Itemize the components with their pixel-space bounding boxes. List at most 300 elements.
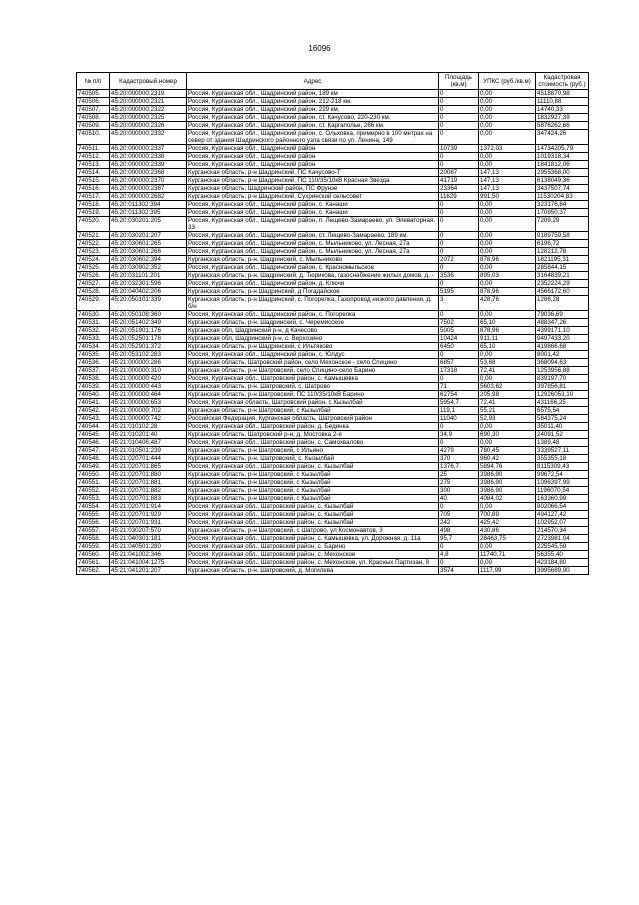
cell-cadastral-value: 3437507,74 <box>536 185 589 193</box>
cell-index: 740546. <box>77 439 110 447</box>
cell-cadastral-value: 6196,72 <box>536 240 589 248</box>
cell-cadastral-value: 9189759,58 <box>536 232 589 240</box>
cell-upks: 147,13 <box>479 177 536 185</box>
cell-index: 740544. <box>77 423 110 431</box>
cell-index: 740511. <box>77 145 110 153</box>
cell-address: Россия, Курганская область, Шатровский район, с Кызылбай <box>187 399 439 407</box>
table-row <box>77 407 589 415</box>
cell-cadastral-number: 45:21:000000:464 <box>110 391 187 399</box>
cell-index: 740537. <box>77 367 110 375</box>
cell-cadastral-number: 45:21:020701:444 <box>110 455 187 463</box>
table-row <box>77 463 589 471</box>
cell-cadastral-number: 45:20:052901:372 <box>110 343 187 351</box>
cell-address: Россия, Курганская обл., Шатровский район, с. Камышевка, ул. Дорожная, д. 11а <box>187 535 439 543</box>
cell-index: 740557. <box>77 527 110 535</box>
cell-address: Россия, Курганская обл., Шадринский район, ст. Лещево-Замараево, 189 км. <box>187 232 439 240</box>
cell-cadastral-value: 4399171,10 <box>536 327 589 335</box>
cell-address: Курганская область, р-н Шатровский, с Кызылбай <box>187 487 439 495</box>
cell-cadastral-number: 45:21:000000:443 <box>110 383 187 391</box>
cell-address: Россия, Курганская обл., Шатровский район, с. Камышевка <box>187 375 439 383</box>
cell-area: 0 <box>439 559 479 567</box>
cell-address: Курганская область, р-н. Шадринский, с. Черемисское <box>187 319 439 327</box>
cell-cadastral-value: 431166,25 <box>536 399 589 407</box>
cell-address: Курганская область, р-н Шатровский, с Кызылбай <box>187 407 439 415</box>
cell-cadastral-number: 45:20:031101:201 <box>110 272 187 280</box>
cell-area: 0 <box>439 311 479 319</box>
table-row <box>77 106 589 114</box>
cell-area: 5195 <box>439 288 479 296</box>
cell-upks: 0,00 <box>479 217 536 232</box>
cell-cadastral-number: 45:20:030201:207 <box>110 232 187 240</box>
cell-cadastral-value: 102952,07 <box>536 519 589 527</box>
cell-address: Курганская область, Шатровский район, село Мехонское - село Спицино <box>187 359 439 367</box>
cell-upks: 0,00 <box>479 161 536 169</box>
cell-upks: 0,00 <box>479 201 536 209</box>
cell-address: Курганская область, р-н Шадринский, д Погадайское <box>187 288 439 296</box>
cell-index: 740514. <box>77 169 110 177</box>
cell-upks: 0,00 <box>479 280 536 288</box>
cell-cadastral-value: 1096397,99 <box>536 479 589 487</box>
cell-area: 0 <box>439 280 479 288</box>
cell-address: Россия, Курганская обл., Шадринский район, 212-218 км. <box>187 98 439 106</box>
cell-upks: 65,10 <box>479 343 536 351</box>
table-row <box>77 479 589 487</box>
cell-area: 4279 <box>439 447 479 455</box>
cell-address: Россия, Курганская обл., Шадринский район, с. Канаши <box>187 209 439 217</box>
cell-cadastral-value: 5876262,66 <box>536 122 589 130</box>
cell-cadastral-value: 9497433,20 <box>536 335 589 343</box>
table-row <box>77 232 589 240</box>
cell-cadastral-value: 56355,40 <box>536 551 589 559</box>
table-row <box>77 367 589 375</box>
table-row <box>77 153 589 161</box>
cell-address: Курганская область, р-н Шадринский, ПС 110/35/10кВ Красная Звезда <box>187 177 439 185</box>
cell-cadastral-value: 488347,26 <box>536 319 589 327</box>
cell-cadastral-value: 1821195,31 <box>536 256 589 264</box>
cell-index: 740506. <box>77 98 110 106</box>
cell-index: 740513. <box>77 161 110 169</box>
header-area: Площадь (кв.м) <box>439 73 479 90</box>
cell-index: 740561. <box>77 559 110 567</box>
table-row <box>77 391 589 399</box>
cell-area: 370 <box>439 455 479 463</box>
cell-upks: 991,50 <box>479 193 536 201</box>
cell-cadastral-number: 45:20:030201:205 <box>110 217 187 232</box>
cell-address: Россия, Курганская обл., Шадринский район, с. Канаши <box>187 201 439 209</box>
header-upks: УПКС (руб./кв.м) <box>479 73 536 90</box>
cell-address: Россия, Курганская обл., Шатровский район, с. Кызылбай <box>187 511 439 519</box>
cell-cadastral-number: 45:21:020701:914 <box>110 503 187 511</box>
table-row <box>77 431 589 439</box>
cell-cadastral-number: 45:21:000000:742 <box>110 415 187 423</box>
cell-area: 0 <box>439 439 479 447</box>
cell-index: 740510. <box>77 130 110 145</box>
table-row <box>77 217 589 232</box>
cell-cadastral-number: 45:21:010406:487 <box>110 439 187 447</box>
cell-address: Курганская область, р-н. Шатровский, д. Могилева <box>187 567 439 575</box>
cell-cadastral-value: 12926053,10 <box>536 391 589 399</box>
cell-index: 740543. <box>77 415 110 423</box>
cell-upks: 0,00 <box>479 130 536 145</box>
cell-cadastral-value: 79036,69 <box>536 311 589 319</box>
cell-address: Россия, Курганская обл., Шадринский район <box>187 145 439 153</box>
cell-cadastral-value: 3164839,21 <box>536 272 589 280</box>
cell-cadastral-number: 45:20:000000:2337 <box>110 145 187 153</box>
cell-cadastral-number: 45:20:000000:2338 <box>110 153 187 161</box>
cell-cadastral-value: 802066,54 <box>536 503 589 511</box>
cell-index: 740559. <box>77 543 110 551</box>
cell-index: 740522. <box>77 240 110 248</box>
cell-cadastral-number: 45:20:030602:394 <box>110 256 187 264</box>
table-row <box>77 90 589 98</box>
cell-cadastral-number: 45:21:010201:40 <box>110 431 187 439</box>
cell-upks: 1372,03 <box>479 145 536 153</box>
cell-index: 740540. <box>77 391 110 399</box>
cell-index: 740518. <box>77 201 110 209</box>
table-row <box>77 535 589 543</box>
cell-upks: 878,96 <box>479 256 536 264</box>
table-row <box>77 201 589 209</box>
cell-cadastral-number: 45:20:000000:2321 <box>110 98 187 106</box>
cell-index: 740552. <box>77 487 110 495</box>
table-row <box>77 503 589 511</box>
cell-index: 740542. <box>77 407 110 415</box>
cell-area: 3574 <box>439 567 479 575</box>
cell-area: 119,1 <box>439 407 479 415</box>
cell-cadastral-value: 2352224,29 <box>536 280 589 288</box>
table-row <box>77 551 589 559</box>
cell-upks: 878,96 <box>479 327 536 335</box>
cell-cadastral-value: 423184,80 <box>536 559 589 567</box>
cell-upks: 72,41 <box>479 367 536 375</box>
cell-address: Россия, Курганская обл., Шатровский район, д. Бединка <box>187 423 439 431</box>
cell-address: Россия, Курганская обл., Шатровский район, с. Мехонское <box>187 551 439 559</box>
cell-address: Курганская область, р-н Шадринский, Сухринский сельсовет <box>187 193 439 201</box>
cell-cadastral-number: 45:20:050101:339 <box>110 296 187 311</box>
cell-index: 740515. <box>77 177 110 185</box>
cell-index: 740553. <box>77 495 110 503</box>
cell-index: 740539. <box>77 383 110 391</box>
cell-cadastral-number: 45:20:011302:394 <box>110 201 187 209</box>
table-row <box>77 130 589 145</box>
table-row <box>77 145 589 153</box>
cell-upks: 147,13 <box>479 185 536 193</box>
cell-upks: 0,00 <box>479 351 536 359</box>
cell-area: 0 <box>439 503 479 511</box>
cell-upks: 0,00 <box>479 90 536 98</box>
cell-address: Россия, Курганская обл., Шадринский район, ст. Каргаполье, 266 км. <box>187 122 439 130</box>
cell-index: 740527. <box>77 280 110 288</box>
cell-area: 5954,7 <box>439 399 479 407</box>
cell-upks: 0,00 <box>479 240 536 248</box>
cell-upks: 430,86 <box>479 527 536 535</box>
cell-cadastral-value: 1841812,06 <box>536 161 589 169</box>
cell-index: 740538. <box>77 375 110 383</box>
table-row <box>77 185 589 193</box>
table-row <box>77 311 589 319</box>
cell-cadastral-value: 14740,33 <box>536 106 589 114</box>
table-row <box>77 567 589 575</box>
cell-address: Курганская обл, Шадринский р-н, д Качесово <box>187 327 439 335</box>
cell-cadastral-value: 2955368,00 <box>536 169 589 177</box>
cell-cadastral-value: 6138049,36 <box>536 177 589 185</box>
cell-address: Россия, Курганская обл., Шадринский район, 229 км. <box>187 106 439 114</box>
cell-cadastral-number: 45:20:000000:2322 <box>110 106 187 114</box>
cell-cadastral-value: 170950,37 <box>536 209 589 217</box>
cell-area: 0 <box>439 153 479 161</box>
cell-upks: 911,11 <box>479 335 536 343</box>
cell-cadastral-value: 1196070,54 <box>536 487 589 495</box>
cell-cadastral-value: 1286,28 <box>536 296 589 311</box>
cell-cadastral-number: 45:20:030601:266 <box>110 248 187 256</box>
cell-index: 740512. <box>77 153 110 161</box>
cell-cadastral-value: 323176,84 <box>536 201 589 209</box>
cell-upks: 0,00 <box>479 209 536 217</box>
cell-address: Курганская область, р-н Шатровский, с Кызылбай <box>187 471 439 479</box>
cell-index: 740554. <box>77 503 110 511</box>
table-row <box>77 98 589 106</box>
cell-upks: 3986,90 <box>479 471 536 479</box>
cell-index: 740533. <box>77 335 110 343</box>
cell-index: 740531. <box>77 319 110 327</box>
table-row <box>77 455 589 463</box>
cell-area: 0 <box>439 232 479 240</box>
cell-cadastral-value: 397856,81 <box>536 383 589 391</box>
cell-upks: 65,10 <box>479 319 536 327</box>
cell-area: 0 <box>439 122 479 130</box>
cell-index: 740541. <box>77 399 110 407</box>
cell-upks: 3986,90 <box>479 479 536 487</box>
cell-index: 740558. <box>77 535 110 543</box>
cell-cadastral-number: 45:20:000000:2326 <box>110 122 187 130</box>
cell-area: 0 <box>439 90 479 98</box>
cell-upks: 0,00 <box>479 375 536 383</box>
cell-address: Курганская область, Шадринский район, ПС Фрунзе <box>187 185 439 193</box>
cell-upks: 52,93 <box>479 415 536 423</box>
cell-cadastral-number: 45:21:040301:181 <box>110 535 187 543</box>
header-cadastral-value: Кадастровая стоимость (руб.) <box>536 73 589 90</box>
table-row <box>77 423 589 431</box>
cell-index: 740509. <box>77 122 110 130</box>
table-row <box>77 209 589 217</box>
cell-upks: 0,00 <box>479 559 536 567</box>
table-row <box>77 511 589 519</box>
cell-upks: 700,89 <box>479 511 536 519</box>
cell-address: Курганская область, р-н Шатровский, с Шатрово, ул Космонавтов, 3 <box>187 527 439 535</box>
table-row <box>77 296 589 311</box>
cell-upks: 72,41 <box>479 399 536 407</box>
cell-upks: 0,00 <box>479 114 536 122</box>
cell-upks: 0,00 <box>479 153 536 161</box>
cell-address: Курганская обл, Шадринский р-н, с. Верхозино <box>187 335 439 343</box>
cell-index: 740507. <box>77 106 110 114</box>
cell-cadastral-value: 11530204,83 <box>536 193 589 201</box>
cell-upks: 780,45 <box>479 447 536 455</box>
table-row <box>77 193 589 201</box>
cell-address: Курганская область, р-н Шатровский, село Спицино-село Барино <box>187 367 439 375</box>
cell-upks: 0,00 <box>479 264 536 272</box>
cell-upks: 0,00 <box>479 98 536 106</box>
cell-cadastral-value: 285844,15 <box>536 264 589 272</box>
cell-index: 740562. <box>77 567 110 575</box>
cell-area: 300 <box>439 487 479 495</box>
table-row <box>77 319 589 327</box>
cell-cadastral-value: 6575,54 <box>536 407 589 415</box>
cell-cadastral-number: 45:21:000000:286 <box>110 359 187 367</box>
cell-area: 705 <box>439 511 479 519</box>
cell-index: 740519. <box>77 209 110 217</box>
cadastral-table <box>76 72 589 575</box>
cell-address: Россия, Курганская обл., Шадринский район, д. Ключи <box>187 280 439 288</box>
cell-area: 40 <box>439 495 479 503</box>
table-row <box>77 375 589 383</box>
cell-area: 0 <box>439 543 479 551</box>
cell-upks: 147,13 <box>479 169 536 177</box>
cell-upks: 28463,75 <box>479 535 536 543</box>
table-row <box>77 543 589 551</box>
cell-area: 0 <box>439 264 479 272</box>
cell-cadastral-value: 14734205,79 <box>536 145 589 153</box>
cell-address: Россия, Курганская обл., Шадринский район, с. Ольховка, примерно в 100 метрах на север от здания Шадринского районного узла связи по ул. Ленина, 149 <box>187 130 439 145</box>
cell-cadastral-number: 45:20:040402:206 <box>110 288 187 296</box>
header-cadastral-number: Кадастровый номер <box>110 73 187 90</box>
table-row <box>77 272 589 280</box>
cell-address: Курганская область, р-н Шатровский, ПС 110/35/10кВ Барино <box>187 391 439 399</box>
cell-upks: 0,00 <box>479 543 536 551</box>
cell-index: 740528. <box>77 288 110 296</box>
header-index: № п/п <box>77 73 110 90</box>
cell-area: 3 <box>439 296 479 311</box>
cell-upks: 425,42 <box>479 519 536 527</box>
cell-cadastral-value: 128212,78 <box>536 248 589 256</box>
cell-address: Россия, Курганская обл., Шадринский район <box>187 161 439 169</box>
cell-area: 3536 <box>439 272 479 280</box>
cell-address: Россия, Курганская обл., Шадринский район, с. Мыльниково, ул. Лесная, 27а <box>187 248 439 256</box>
cell-index: 740534. <box>77 343 110 351</box>
header-address: Адрес <box>187 73 439 90</box>
cell-area: 0 <box>439 240 479 248</box>
cell-address: Курганская область, р-н Шатровский, с Ильино <box>187 447 439 455</box>
cell-cadastral-number: 45:21:041002:346 <box>110 551 187 559</box>
cell-cadastral-value: 3339527,11 <box>536 447 589 455</box>
cell-cadastral-number: 45:21:020701:931 <box>110 519 187 527</box>
cell-area: 0 <box>439 217 479 232</box>
cell-index: 740520. <box>77 217 110 232</box>
cell-address: Курганская область, р-н. Шатровский, с. Кызылбай <box>187 455 439 463</box>
cell-cadastral-value: 368094,63 <box>536 359 589 367</box>
cell-index: 740521. <box>77 232 110 240</box>
cell-index: 740535. <box>77 351 110 359</box>
cell-address: Россия, Курганская обл., Шатровский район, с. Кызылбай <box>187 519 439 527</box>
cell-index: 740526. <box>77 272 110 280</box>
cell-cadastral-number: 45:21:020701:929 <box>110 511 187 519</box>
cell-upks: 0,00 <box>479 232 536 240</box>
cell-index: 740530. <box>77 311 110 319</box>
table-row <box>77 240 589 248</box>
cell-cadastral-number: 45:21:020701:881 <box>110 479 187 487</box>
cell-cadastral-value: 3995689,90 <box>536 567 589 575</box>
cell-index: 740517. <box>77 193 110 201</box>
cell-address: Россия, Курганская обл., Шатровский район, с. Мехонское, ул. Красных Партизан, 8 <box>187 559 439 567</box>
cell-cadastral-number: 45:20:050108:360 <box>110 311 187 319</box>
cell-cadastral-number: 45:20:000000:2682 <box>110 193 187 201</box>
cell-address: Россия, Курганская обл., Шатровский район, с. Самохвалово <box>187 439 439 447</box>
cell-cadastral-number: 45:20:000000:2368 <box>110 169 187 177</box>
cell-upks: 0,00 <box>479 106 536 114</box>
cell-area: 0 <box>439 114 479 122</box>
cell-address: Курганская область, р-н Шатровский, с Кызылбай <box>187 479 439 487</box>
cell-area: 0 <box>439 209 479 217</box>
cell-address: Россия, Курганская обл., Шатровский район, с. Кызылбай <box>187 463 439 471</box>
table-row <box>77 471 589 479</box>
cell-area: 0 <box>439 161 479 169</box>
cell-cadastral-number: 45:20:030902:352 <box>110 264 187 272</box>
cell-address: Россия, Курганская обл., Шатровский район, с. Барино <box>187 543 439 551</box>
cell-area: 0 <box>439 248 479 256</box>
cell-address: Курганская область, р-н Шадринский, ПС Качусово-Т <box>187 169 439 177</box>
table-row <box>77 559 589 567</box>
table-row <box>77 169 589 177</box>
cell-cadastral-number: 45:20:051901:176 <box>110 327 187 335</box>
cell-upks: 690,30 <box>479 431 536 439</box>
table-row <box>77 447 589 455</box>
cell-cadastral-value: 1389,48 <box>536 439 589 447</box>
cell-index: 740536. <box>77 359 110 367</box>
cell-area: 6857 <box>439 359 479 367</box>
cell-cadastral-number: 45:20:030601:265 <box>110 240 187 248</box>
table-row <box>77 343 589 351</box>
cell-cadastral-value: 24091,52 <box>536 431 589 439</box>
cell-cadastral-value: 347424,26 <box>536 130 589 145</box>
cell-cadastral-value: 8115309,43 <box>536 463 589 471</box>
cell-address: Россия, Курганская обл., Шадринский район, 189 км <box>187 90 439 98</box>
cell-area: 20087 <box>439 169 479 177</box>
cell-upks: 205,98 <box>479 391 536 399</box>
cell-address: Курганская область, р-н Шадринский, с Ильтяково <box>187 343 439 351</box>
cell-cadastral-value: 1019318,34 <box>536 153 589 161</box>
cell-address: Российская Федерация, Курганская область, Шатровский район <box>187 415 439 423</box>
cell-area: 25 <box>439 471 479 479</box>
cell-area: 4,8 <box>439 551 479 559</box>
table-row <box>77 177 589 185</box>
table-row <box>77 527 589 535</box>
table-row <box>77 288 589 296</box>
cell-upks: 4084,02 <box>479 495 536 503</box>
cell-cadastral-number: 45:20:000000:2332 <box>110 130 187 145</box>
cell-address: Россия, Курганская обл., Шадринский район, с. Мыльниково, ул. Лесная, 27а <box>187 240 439 248</box>
cell-cadastral-value: 584375,24 <box>536 415 589 423</box>
cell-upks: 878,96 <box>479 288 536 296</box>
cell-address: Курганская область, р-н. Шадринский, с. Мыльниково <box>187 256 439 264</box>
cell-index: 740556. <box>77 519 110 527</box>
table-row <box>77 487 589 495</box>
cell-area: 10424 <box>439 335 479 343</box>
cell-cadastral-number: 45:21:041201:207 <box>110 567 187 575</box>
cell-cadastral-value: 4566172,60 <box>536 288 589 296</box>
cell-area: 6450 <box>439 343 479 351</box>
cell-address: Россия, Курганская обл., Шатровский район, с. Кызылбай <box>187 503 439 511</box>
table-row <box>77 439 589 447</box>
cell-cadastral-number: 45:20:000000:2339 <box>110 161 187 169</box>
cell-area: 0 <box>439 106 479 114</box>
cell-cadastral-value: 839197,70 <box>536 375 589 383</box>
cell-cadastral-number: 45:20:000000:2387 <box>110 185 187 193</box>
table-row <box>77 114 589 122</box>
cell-index: 740529. <box>77 296 110 311</box>
cell-upks: 1117,99 <box>479 567 536 575</box>
cell-cadastral-number: 45:21:000000:310 <box>110 367 187 375</box>
cell-area: 2072 <box>439 256 479 264</box>
